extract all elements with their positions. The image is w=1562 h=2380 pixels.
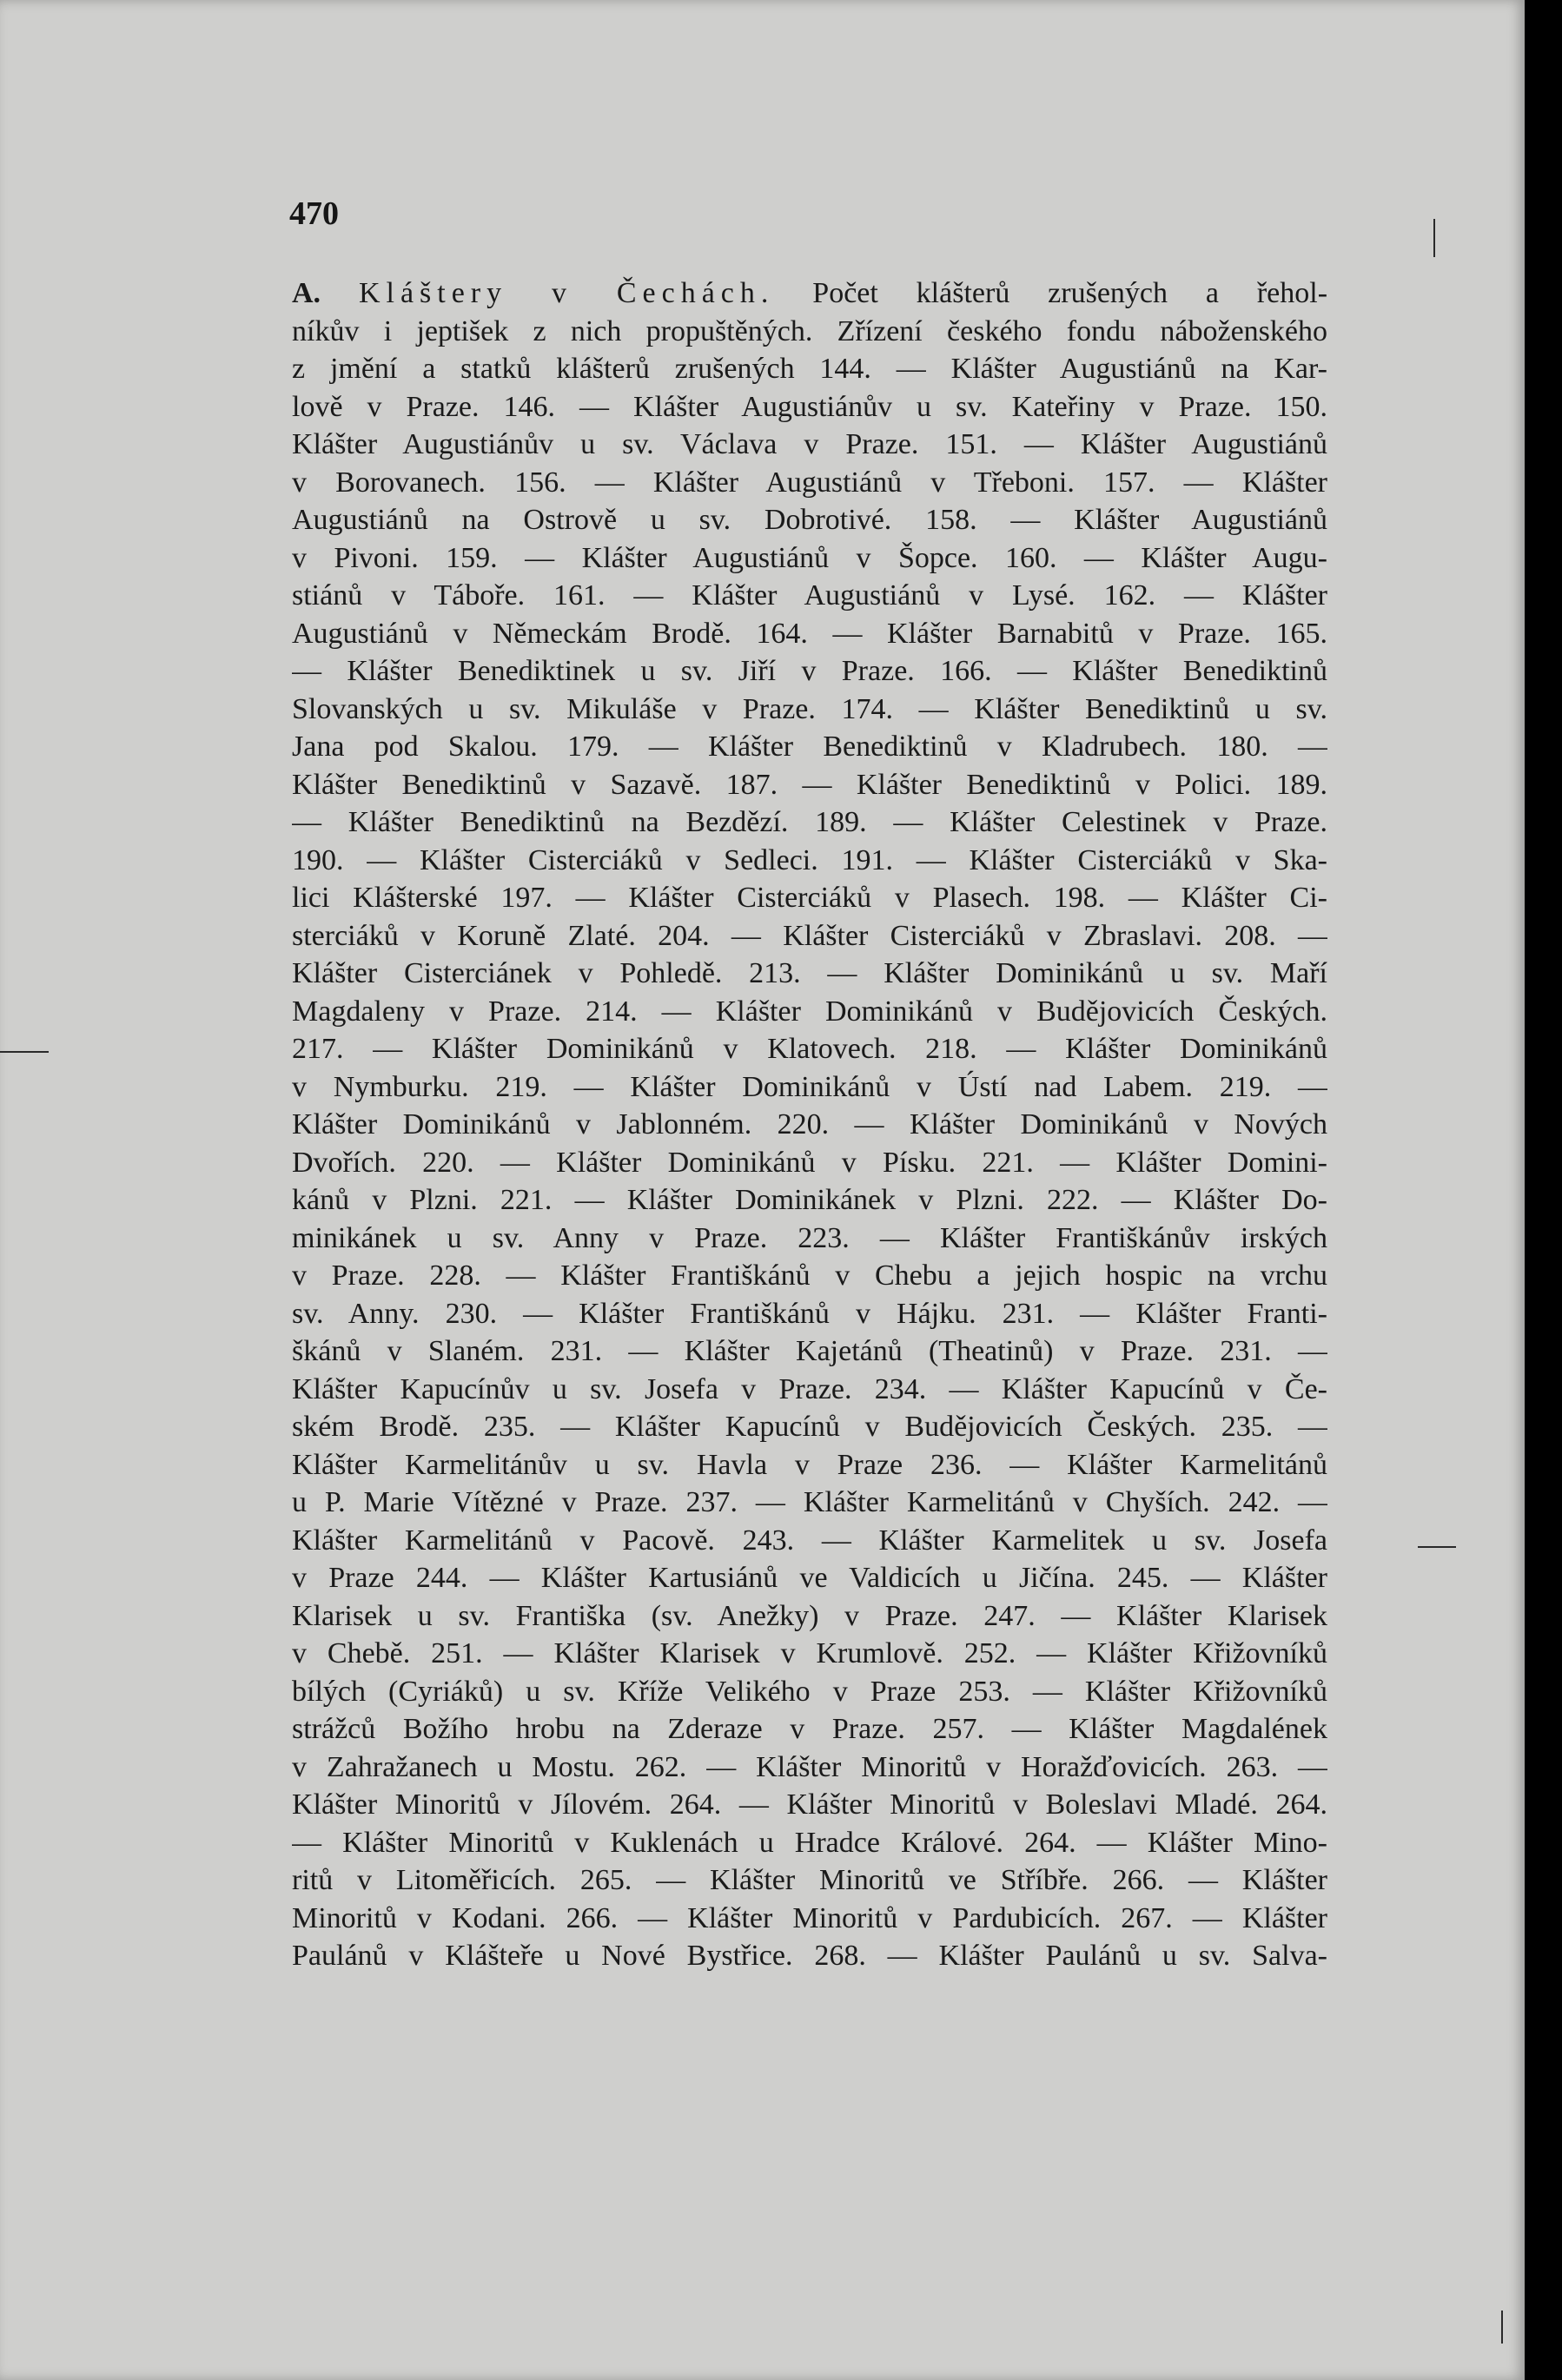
section-label-title: Kláštery v Čechách. [358, 277, 775, 309]
text-line: Klášter Benediktinů v Sazavě. 187. — Klášter Benediktinů v Polici. 189. [292, 768, 1327, 801]
text-line: kánů v Plzni. 221. — Klášter Dominikánek v Plzni. 222. — Klášter Do- [292, 1184, 1327, 1216]
text-line: Jana pod Skalou. 179. — Klášter Benediktinů v Kladrubech. 180. — [292, 731, 1327, 763]
text-line: Klášter Kapucínův u sv. Josefa v Praze. 234. — Klášter Kapucínů v Če- [292, 1372, 1327, 1405]
text-line: v Nymburku. 219. — Klášter Dominikánů v Ústí nad Labem. 219. — [292, 1070, 1327, 1103]
text-line: Augustiánů v Německám Brodě. 164. — Klášter Barnabitů v Praze. 165. [292, 617, 1327, 650]
text-line: Dvořích. 220. — Klášter Dominikánů v Písku. 221. — Klášter Domini- [292, 1146, 1327, 1179]
text-line: Klášter Augustiánův u sv. Václava v Praze. 151. — Klášter Augustiánů [292, 428, 1327, 460]
text-line: z jmění a statků klášterů zrušených 144. — Klášter Augustiánů na Kar- [292, 353, 1327, 385]
text-line: — Klášter Benediktinek u sv. Jiří v Praze. 166. — Klášter Benediktinů [292, 655, 1327, 687]
margin-mark-top [1433, 219, 1435, 257]
text-line: — Klášter Benediktinů na Bezdězí. 189. — Klášter Celestinek v Praze. [292, 806, 1327, 838]
text-line: Klášter Cisterciánek v Pohledě. 213. — Klášter Dominikánů u sv. Maří [292, 957, 1327, 989]
text-line: Klášter Karmelitánův u sv. Havla v Praze 236. — Klášter Karmelitánů [292, 1448, 1327, 1481]
text-line: v Praze 244. — Klášter Kartusiánů ve Valdicích u Jičína. 245. — Klášter [292, 1562, 1327, 1594]
text-line: Klášter Dominikánů v Jablonném. 220. — Klášter Dominikánů v Nových [292, 1108, 1327, 1140]
text-line: sterciáků v Koruně Zlaté. 204. — Klášter Cisterciáků v Zbraslavi. 208. — [292, 919, 1327, 952]
text-line: škánů v Slaném. 231. — Klášter Kajetánů (Theatinů) v Praze. 231. — [292, 1335, 1327, 1367]
text-line: Slovanských u sv. Mikuláše v Praze. 174. — Klášter Benediktinů u sv. [292, 692, 1327, 725]
text-line: Magdaleny v Praze. 214. — Klášter Dominikánů v Budějovicích Českých. [292, 995, 1327, 1028]
text-line: Paulánů v Klášteře u Nové Bystřice. 268. — Klášter Paulánů u sv. Salva- [292, 1940, 1327, 1972]
text-line: bílých (Cyriáků) u sv. Kříže Velikého v Praze 253. — Klášter Křižovníků [292, 1675, 1327, 1708]
text-line: ritů v Litoměřicích. 265. — Klášter Minoritů ve Stříbře. 266. — Klášter [292, 1864, 1327, 1896]
section-first-line: Počet klášterů zrušených a řehol- [812, 277, 1327, 309]
text-line: Augustiánů na Ostrově u sv. Dobrotivé. 158. — Klášter Augustiánů [292, 504, 1327, 536]
margin-mark-left [0, 1051, 49, 1053]
margin-mark-right [1418, 1546, 1456, 1548]
text-line: lici Klášterské 197. — Klášter Cisterciáků v Plasech. 198. — Klášter Ci- [292, 882, 1327, 914]
section-heading-line [292, 274, 1327, 313]
text-line: Minoritů v Kodani. 266. — Klášter Minoritů v Pardubicích. 267. — Klášter [292, 1901, 1327, 1934]
text-line: Klarisek u sv. Františka (sv. Anežky) v Praze. 247. — Klášter Klarisek [292, 1599, 1327, 1632]
text-line: — Klášter Minoritů v Kuklenách u Hradce Králové. 264. — Klášter Mino- [292, 1826, 1327, 1859]
text-line: v Zahražanech u Mostu. 262. — Klášter Minoritů v Horažďovicích. 263. — [292, 1750, 1327, 1783]
text-line: Klášter Karmelitánů v Pacově. 243. — Klášter Karmelitek u sv. Josefa [292, 1524, 1327, 1557]
text-line: v Pivoni. 159. — Klášter Augustiánů v Šopce. 160. — Klášter Augu- [292, 541, 1327, 574]
text-line: sv. Anny. 230. — Klášter Františkánů v Hájku. 231. — Klášter Franti- [292, 1297, 1327, 1330]
text-line: u P. Marie Vítězné v Praze. 237. — Klášter Karmelitánů v Chyších. 242. — [292, 1486, 1327, 1518]
margin-mark-bottom [1501, 2311, 1503, 2344]
text-line: v Chebě. 251. — Klášter Klarisek v Krumlově. 252. — Klášter Křižovníků [292, 1637, 1327, 1669]
text-line: 190. — Klášter Cisterciáků v Sedleci. 191. — Klášter Cisterciáků v Ska- [292, 843, 1327, 876]
text-line: Klášter Minoritů v Jílovém. 264. — Klášter Minoritů v Boleslavi Mladé. 264. [292, 1788, 1327, 1821]
section-label-prefix: A. [292, 277, 321, 309]
text-line: 217. — Klášter Dominikánů v Klatovech. 218. — Klášter Dominikánů [292, 1033, 1327, 1065]
text-line: v Praze. 228. — Klášter Františkánů v Chebu a jejich hospic na vrchu [292, 1259, 1327, 1292]
text-line: minikánek u sv. Anny v Praze. 223. — Klášter Františkánův irských [292, 1221, 1327, 1254]
text-line: v Borovanech. 156. — Klášter Augustiánů v Třeboni. 157. — Klášter [292, 466, 1327, 499]
text-line: stiánů v Táboře. 161. — Klášter Augustiánů v Lysé. 162. — Klášter [292, 579, 1327, 612]
text-line: strážců Božího hrobu na Zderaze v Praze. 257. — Klášter Magdalének [292, 1713, 1327, 1745]
text-line: níkův i jeptišek z nich propuštěných. Zřízení českého fondu náboženského [292, 314, 1327, 347]
text-line: ském Brodě. 235. — Klášter Kapucínů v Budějovicích Českých. 235. — [292, 1411, 1327, 1443]
text-line: lově v Praze. 146. — Klášter Augustiánův u sv. Kateřiny v Praze. 150. [292, 390, 1327, 423]
page-number: 470 [289, 195, 339, 232]
section-text [292, 274, 1327, 1975]
